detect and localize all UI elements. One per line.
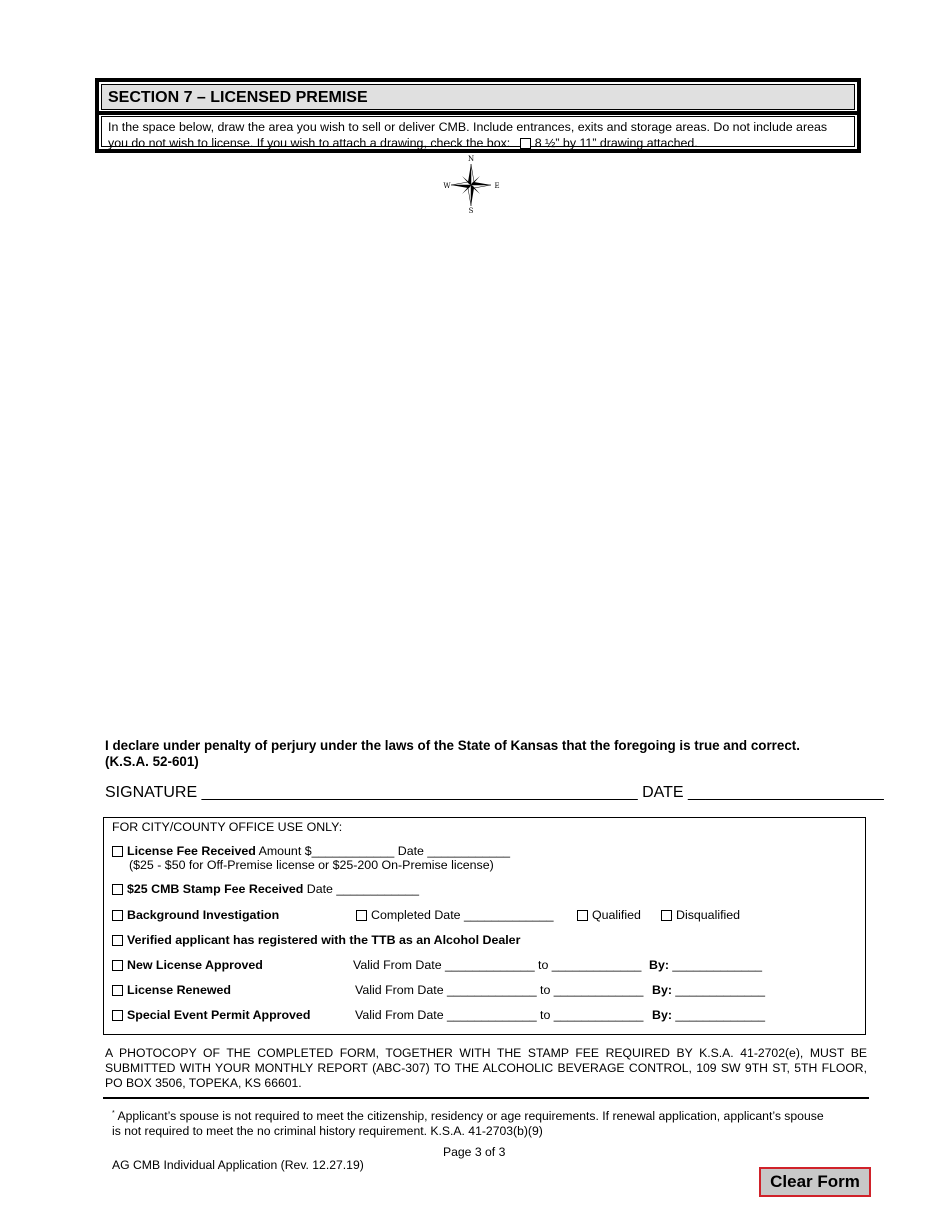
signature-label: SIGNATURE (105, 784, 198, 801)
license-fee-checkbox[interactable] (112, 846, 123, 857)
ttb-row (112, 933, 520, 947)
background-completed (356, 908, 554, 922)
license-fee-label: License Fee Received (127, 844, 256, 858)
date-label: DATE (642, 784, 684, 801)
special-event-by-label: By: (652, 1008, 672, 1022)
special-event-from[interactable]: Valid From Date _____________ (355, 1008, 537, 1022)
renewed-row (112, 983, 231, 997)
ttb-checkbox[interactable] (112, 935, 123, 946)
compass-s: S (468, 207, 474, 215)
qualified-label: Qualified (592, 908, 641, 922)
ttb-label: Verified applicant has registered with the TTB as an Alcohol Dealer (127, 933, 521, 947)
section-divider (99, 111, 857, 115)
new-license-by-label: By: (649, 958, 669, 972)
compass-rose-icon (441, 154, 501, 216)
stamp-fee-label: $25 CMB Stamp Fee Received (127, 882, 304, 896)
section-7-box (95, 78, 861, 153)
submission-notice: A PHOTOCOPY OF THE COMPLETED FORM, TOGETHER WITH THE STAMP FEE REQUIRED BY K.S.A. 41-2702(e), MUST BE SUBMITTED WITH YOUR MONTHLY REPORT (ABC-307) TO THE ALCOHOLIC BEVERAGE CONTROL, 109 SW 9TH ST, 5TH FLOOR, PO BOX 3506, TOPEKA, KS 66601. (105, 1046, 867, 1090)
qualified-checkbox[interactable] (577, 910, 588, 921)
renewed-to[interactable]: to _____________ (540, 983, 644, 997)
clear-form-button[interactable]: Clear Form (759, 1167, 871, 1197)
special-event-row (112, 1008, 310, 1022)
page-number: Page 3 of 3 (443, 1145, 506, 1159)
special-event-by-line: _____________ (675, 1008, 766, 1022)
new-license-from[interactable]: Valid From Date _____________ (353, 958, 535, 972)
disqualified-checkbox[interactable] (661, 910, 672, 921)
renewed-by-line: _____________ (675, 983, 766, 997)
footer-rule (103, 1097, 869, 1099)
declaration-line-2: (K.S.A. 52-601) (105, 754, 199, 769)
completed-date[interactable]: Completed Date _____________ (371, 908, 554, 922)
stamp-fee-date[interactable]: Date ____________ (306, 882, 420, 896)
background-label: Background Investigation (127, 908, 280, 922)
new-license-by[interactable] (649, 958, 762, 972)
new-license-row (112, 958, 263, 972)
declaration-line-1: I declare under penalty of perjury under the laws of the State of Kansas that the foregoing is true and correct. (105, 738, 800, 753)
instructions-line-1: In the space below, draw the area you wish to sell or deliver CMB. Include entrances, exits and storage areas. Do not include areas (108, 120, 828, 134)
drawing-attached-checkbox[interactable] (520, 138, 531, 149)
new-license-by-line: _____________ (672, 958, 763, 972)
section-title: SECTION 7 – LICENSED PREMISE (101, 84, 855, 110)
date-field[interactable]: ______________________ (688, 784, 884, 801)
renewed-label: License Renewed (127, 983, 231, 997)
office-use-heading: FOR CITY/COUNTY OFFICE USE ONLY: (112, 820, 343, 834)
special-event-label: Special Event Permit Approved (127, 1008, 311, 1022)
compass-n: N (467, 155, 475, 163)
perjury-declaration (105, 738, 845, 770)
license-fee-row (112, 844, 510, 858)
instructions-line-2: you do not wish to license. If you wish to attach a drawing, check the box: (108, 136, 511, 150)
renewed-from[interactable]: Valid From Date _____________ (355, 983, 537, 997)
special-event-by[interactable] (652, 1008, 765, 1022)
stamp-fee-row (112, 882, 419, 896)
qualified-wrap (577, 908, 641, 922)
license-fee-amount[interactable]: Amount $____________ (258, 844, 395, 858)
renewed-checkbox[interactable] (112, 985, 123, 996)
background-checkbox[interactable] (112, 910, 123, 921)
compass-e: E (494, 182, 500, 190)
disqualified-wrap (661, 908, 740, 922)
instructions-line-2-wrap (108, 135, 848, 151)
form-revision: AG CMB Individual Application (Rev. 12.27.19) (112, 1158, 364, 1172)
new-license-to[interactable]: to _____________ (538, 958, 642, 972)
footnote-line-1-wrap (112, 1106, 852, 1124)
new-license-label: New License Approved (127, 958, 263, 972)
spouse-footnote (112, 1106, 852, 1139)
signature-field[interactable]: _________________________________________________ (201, 784, 638, 801)
special-event-to[interactable]: to _____________ (540, 1008, 644, 1022)
background-row (112, 908, 279, 922)
special-event-checkbox[interactable] (112, 1010, 123, 1021)
completed-checkbox[interactable] (356, 910, 367, 921)
footnote-line-1: Applicant’s spouse is not required to meet the citizenship, residency or age requirements. If renewal application, applicant’s spouse (117, 1109, 824, 1124)
license-fee-note: ($25 - $50 for Off-Premise license or $25-200 On-Premise license) (129, 858, 494, 872)
disqualified-label: Disqualified (676, 908, 741, 922)
stamp-fee-checkbox[interactable] (112, 884, 123, 895)
section-instructions (101, 116, 855, 150)
license-fee-date[interactable]: Date ____________ (397, 844, 511, 858)
drawing-attached-label: 8 ½” by 11” drawing attached. (534, 136, 698, 150)
new-license-checkbox[interactable] (112, 960, 123, 971)
renewed-by-label: By: (652, 983, 672, 997)
compass-w: W (443, 182, 451, 190)
footnote-line-2: is not required to meet the no criminal history requirement. K.S.A. 41-2703(b)(9) (112, 1124, 543, 1139)
signature-row (105, 784, 884, 802)
office-use-box (103, 817, 866, 1035)
renewed-by[interactable] (652, 983, 765, 997)
footnote-mark: * (112, 1110, 115, 1117)
